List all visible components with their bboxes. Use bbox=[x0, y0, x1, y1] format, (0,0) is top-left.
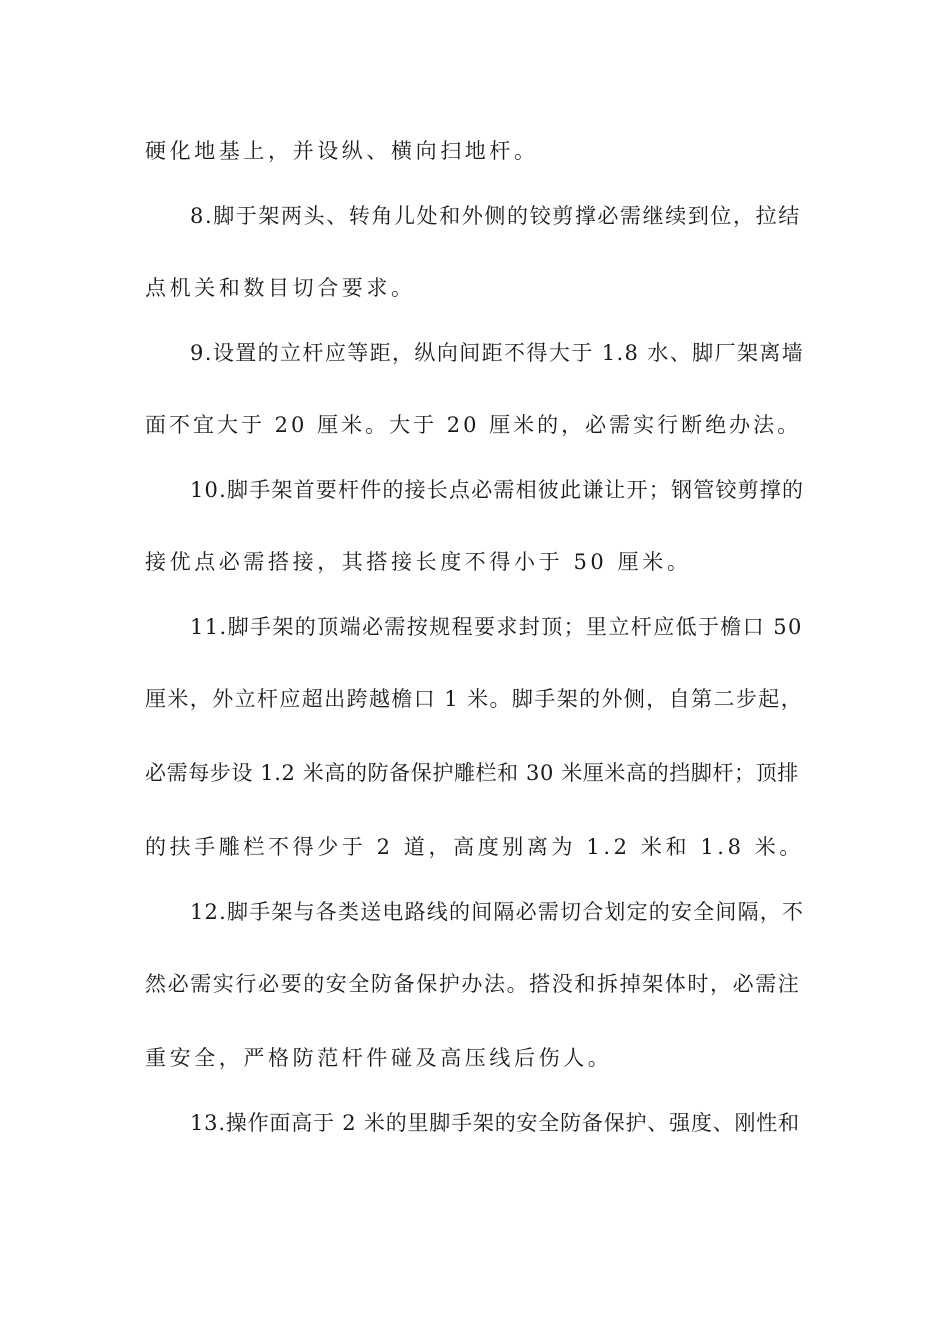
text-line: 面不宜大于 20 厘米。大于 20 厘米的，必需实行断绝办法。 bbox=[145, 413, 802, 437]
text-line: 厘米，外立杆应超出跨越檐口 1 米。脚手架的外侧，自第二步起， bbox=[145, 687, 804, 711]
text-line: 8.脚于架两头、转角儿处和外侧的铰剪撑必需继续到位，拉结 bbox=[190, 204, 801, 228]
text-line: 12.脚手架与各类送电路线的间隔必需切合划定的安全间隔，不 bbox=[190, 900, 805, 924]
text-line: 11.脚手架的顶端必需按规程要求封顶；里立杆应低于檐口 50 bbox=[190, 615, 803, 639]
text-line: 接优点必需搭接，其搭接长度不得小于 50 厘米。 bbox=[145, 550, 692, 574]
text-line: 10.脚手架首要杆件的接长点必需相彼此谦让开；钢管铰剪撑的 bbox=[190, 478, 805, 502]
text-line: 重安全，严格防范杆件碰及高压线后伤人。 bbox=[145, 1046, 613, 1070]
text-line: 硬化地基上，并设纵、横向扫地杆。 bbox=[145, 139, 539, 163]
text-line: 9.设置的立杆应等距，纵向间距不得大于 1.8 水、脚厂架离墙 bbox=[190, 341, 805, 365]
text-line: 点机关和数目切合要求。 bbox=[145, 276, 416, 300]
text-line: 13.操作面高于 2 米的里脚手架的安全防备保护、强度、刚性和 bbox=[190, 1111, 800, 1135]
text-line: 必需每步设 1.2 米高的防备保护雕栏和 30 米厘米高的挡脚杆；顶排 bbox=[145, 761, 799, 785]
text-line: 然必需实行必要的安全防备保护办法。搭没和拆掉架体时，必需注 bbox=[145, 972, 801, 996]
text-line: 的扶手雕栏不得少于 2 道，高度别离为 1.2 米和 1.8 米。 bbox=[145, 835, 805, 859]
